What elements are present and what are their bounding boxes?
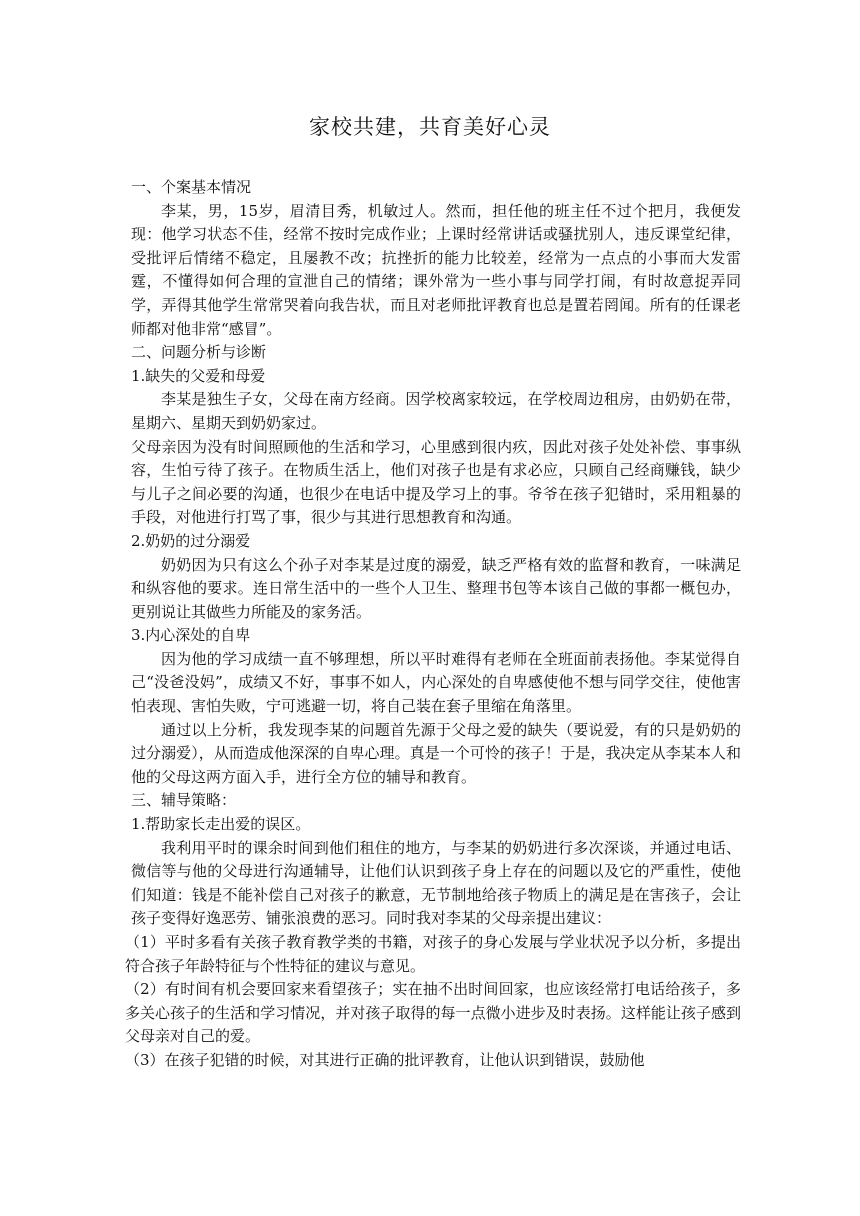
- section-heading: 三、辅导策略：: [131, 791, 237, 810]
- section-heading: 3.内心深处的自卑: [131, 626, 251, 645]
- list-item: （3）在孩子犯错的时候，对其进行正确的批评教育，让他认识到错误，鼓励他: [125, 1050, 645, 1069]
- paragraph: 李某，男，15岁，眉清目秀，机敏过人。然而，担任他的班主任不过个把月，我便发现：他学习状态不佳，经常不按时完成作业；上课时经常讲话或骚扰别人，违反课堂纪律，受批评后情绪不稳定，且屡教不改；抗挫折的能力比较差，经常为一点点的小事而大发雷霆，不懂得如何合理的宣泄自己的情绪；课外常为一些小事与同学打闹，有时故意捉弄同学，弄得其他学生常常哭着向我告状，而且对老师批评教育也总是置若罔闻。所有的任课老师都对他非常“感冒”。: [131, 201, 741, 338]
- section-heading: 1.帮助家长走出爱的误区。: [131, 815, 311, 834]
- section-heading: 1.缺失的父爱和母爱: [131, 366, 266, 385]
- list-item: （2）有时间有机会要回家来看望孩子；实在抽不出时间回家，也应该经常打电话给孩子，多多关心孩子的生活和学习情况，并对孩子取得的每一点微小进步及时表扬。这样能让孩子感到父母亲对自己的爱。: [125, 980, 741, 1046]
- document-title: 家校共建，共育美好心灵: [309, 115, 551, 139]
- paragraph: 通过以上分析，我发现李某的问题首先源于父母之爱的缺失（要说爱，有的只是奶奶的过分溺爱），从而造成他深深的自卑心理。真是一个可怜的孩子！于是，我决定从李某本人和他的父母这两方面入手，进行全方位的辅导和教育。: [131, 720, 741, 786]
- section-heading: 2.奶奶的过分溺爱: [131, 531, 251, 550]
- paragraph: 李某是独生子女，父母在南方经商。因学校离家较远，在学校周边租房，由奶奶在带，星期六、星期天到奶奶家过。: [131, 390, 741, 432]
- list-item: （1）平时多看有关孩子教育教学类的书籍，对孩子的身心发展与学业状况予以分析，多提出符合孩子年龄特征与个性特征的建议与意见。: [125, 933, 741, 975]
- paragraph: 奶奶因为只有这么个孙子对李某是过度的溺爱，缺乏严格有效的监督和教育，一味满足和纵容他的要求。连日常生活中的一些个人卫生、整理书包等本该自己做的事都一概包办，更别说让其做些力所能及的家务活。: [131, 555, 741, 621]
- document-body: [125, 176, 741, 1073]
- section-heading: 一、个案基本情况: [131, 178, 252, 196]
- paragraph: 因为他的学习成绩一直不够理想，所以平时难得有老师在全班面前表扬他。李某觉得自己“没爸没妈”，成绩又不好，事事不如人，内心深处的自卑感使他不想与同学交往，使他害怕表现、害怕失败，宁可逃避一切，将自己装在套子里缩在角落里。: [131, 649, 741, 716]
- paragraph: 父母亲因为没有时间照顾他的生活和学习，心里感到很内疚，因此对孩子处处补偿、事事纵容，生怕亏待了孩子。在物质生活上，他们对孩子也是有求必应，只顾自己经商赚钱，缺少与儿子之间必要的沟通，也很少在电话中提及学习上的事。爷爷在孩子犯错时，采用粗暴的手段，对他进行打骂了事，很少与其进行思想教育和沟通。: [131, 437, 741, 527]
- paragraph: 我利用平时的课余时间到他们租住的地方，与李某的奶奶进行多次深谈，并通过电话、微信等与他的父母进行沟通辅导，让他们认识到孩子身上存在的问题以及它的严重性，使他们知道：钱是不能补偿自己对孩子的歉意，无节制地给孩子物质上的满足是在害孩子，会让孩子变得好逸恶劳、铺张浪费的恶习。同时我对李某的父母亲提出建议：: [131, 838, 741, 928]
- section-heading: 二、问题分析与诊断: [131, 343, 267, 362]
